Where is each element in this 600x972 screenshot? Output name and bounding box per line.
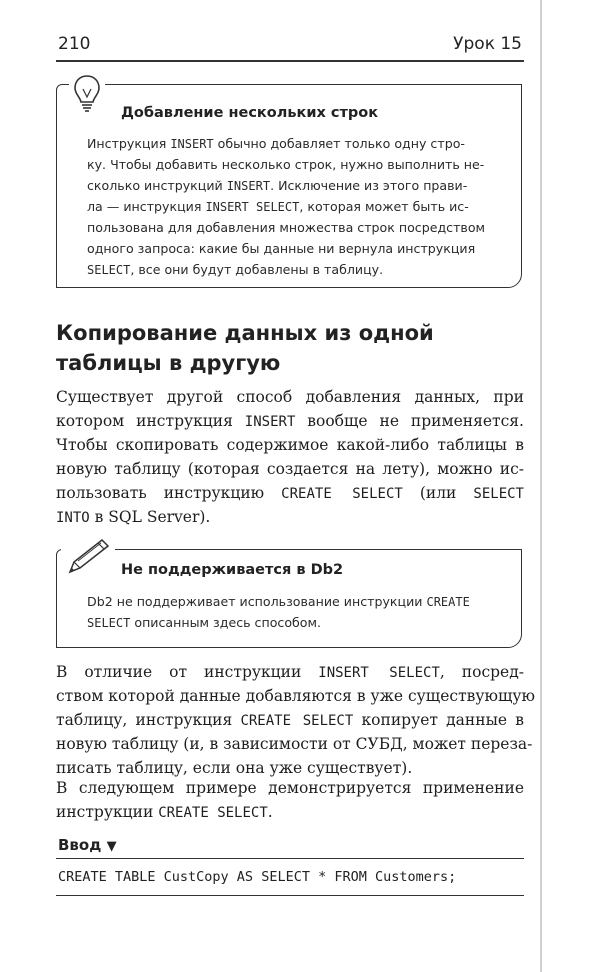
paragraph-intro bbox=[56, 385, 524, 529]
text-line bbox=[56, 684, 536, 708]
text-line bbox=[87, 238, 507, 259]
text-run: описанным здесь способом. bbox=[130, 615, 322, 630]
text-run: в SQL Server). bbox=[89, 508, 211, 526]
text-line bbox=[56, 776, 524, 800]
text-run: , посред- bbox=[439, 663, 525, 681]
text-run: инструкции bbox=[56, 803, 159, 821]
code-keyword: INTO bbox=[56, 510, 90, 526]
code-keyword: CREATE SELECT bbox=[158, 805, 268, 821]
input-rule bbox=[56, 858, 524, 859]
text-run: новую таблицу (и, в зависимости от СУБД, может переза- bbox=[56, 735, 533, 753]
code-keyword: SELECT bbox=[87, 616, 131, 630]
code-keyword: INSERT SELECT bbox=[318, 665, 440, 681]
code-keyword: CREATE bbox=[426, 595, 470, 609]
code-keyword: INSERT SELECT bbox=[205, 200, 300, 214]
text-line bbox=[56, 732, 533, 756]
text-line bbox=[87, 259, 507, 280]
text-run: котором инструкция bbox=[56, 412, 245, 430]
section-title-line: Копирование данных из одной bbox=[56, 321, 434, 345]
pencil-icon bbox=[61, 536, 115, 580]
text-run: , все они будут добавлены в таблицу. bbox=[130, 262, 384, 277]
text-run: копирует данные в bbox=[353, 711, 525, 729]
text-run: . bbox=[267, 803, 273, 821]
code-rule bbox=[56, 895, 524, 896]
text-line bbox=[56, 505, 524, 529]
note-box bbox=[56, 549, 522, 648]
text-run: сколько инструкций bbox=[87, 178, 227, 193]
text-line bbox=[87, 612, 511, 633]
tip-title: Добавление нескольких строк bbox=[121, 105, 379, 121]
lesson-title: Урок 15 bbox=[453, 34, 522, 54]
text-line bbox=[56, 481, 524, 505]
text-run: , которая может быть ис- bbox=[299, 199, 469, 214]
down-triangle-icon: ▼ bbox=[106, 839, 117, 854]
text-line bbox=[87, 133, 507, 154]
text-run: обычно добавляет только одну стро- bbox=[213, 136, 465, 151]
text-run: новую таблицу (которая создается на лету), можно ис- bbox=[56, 460, 524, 478]
text-line bbox=[56, 800, 524, 824]
header-rule bbox=[56, 60, 524, 62]
paragraph-example bbox=[56, 776, 524, 824]
note-body bbox=[87, 591, 511, 633]
page-number: 210 bbox=[58, 34, 91, 54]
paragraph-difference bbox=[56, 660, 536, 780]
text-run: писать таблицу, если она уже существует). bbox=[56, 759, 413, 777]
text-line bbox=[56, 385, 524, 409]
code-keyword: INSERT bbox=[226, 179, 271, 193]
text-run: таблицу, инструкция bbox=[56, 711, 241, 729]
text-line bbox=[87, 175, 507, 196]
code-listing: CREATE TABLE CustCopy AS SELECT * FROM Customers; bbox=[58, 869, 457, 885]
text-run: (или bbox=[402, 484, 474, 502]
text-run: вообще не применяется. bbox=[295, 412, 524, 430]
code-keyword: CREATE SELECT bbox=[281, 486, 403, 502]
code-keyword: CREATE SELECT bbox=[240, 713, 354, 729]
text-line bbox=[87, 154, 507, 175]
text-run: Существует другой способ добавления данных, при bbox=[56, 388, 524, 406]
text-run: пользована для добавления множества строк посредством bbox=[87, 220, 486, 235]
text-line bbox=[87, 217, 507, 238]
note-title: Не поддерживается в Db2 bbox=[121, 562, 344, 578]
tip-box bbox=[56, 84, 522, 288]
input-label bbox=[58, 836, 117, 854]
text-run: В следующем примере демонстрируется применение bbox=[56, 779, 524, 797]
code-keyword: INSERT bbox=[244, 414, 296, 430]
text-line bbox=[56, 660, 524, 684]
section-title-line: таблицы в другую bbox=[56, 351, 281, 375]
text-run: . Исключение из этого прави- bbox=[270, 178, 468, 193]
text-line bbox=[56, 433, 524, 457]
lightbulb-icon bbox=[69, 73, 105, 117]
page-edge bbox=[540, 0, 542, 972]
text-run: одного запроса: какие бы данные ни вернула инструкция bbox=[87, 241, 476, 256]
code-keyword: SELECT bbox=[473, 486, 524, 502]
text-line bbox=[87, 196, 507, 217]
text-run: Инструкция bbox=[87, 136, 171, 151]
text-run: ку. Чтобы добавить несколько строк, нужно выполнить не- bbox=[87, 157, 485, 172]
text-run: Db2 не поддерживает использование инструкции bbox=[87, 594, 427, 609]
text-line bbox=[56, 708, 524, 732]
section-title bbox=[56, 318, 434, 378]
text-run: В отличие от инструкции bbox=[56, 663, 319, 681]
tip-body bbox=[87, 133, 507, 280]
text-line bbox=[56, 457, 524, 481]
code-keyword: SELECT bbox=[87, 263, 131, 277]
input-label-text: Ввод bbox=[58, 836, 102, 854]
text-run: Чтобы скопировать содержимое какой-либо таблицы в bbox=[56, 436, 524, 454]
code-keyword: INSERT bbox=[170, 137, 214, 151]
text-line bbox=[56, 409, 524, 433]
text-run: пользовать инструкцию bbox=[56, 484, 282, 502]
text-run: ством которой данные добавляются в уже существующую bbox=[56, 687, 536, 705]
text-line bbox=[87, 591, 511, 612]
text-run: ла — инструкция bbox=[87, 199, 206, 214]
